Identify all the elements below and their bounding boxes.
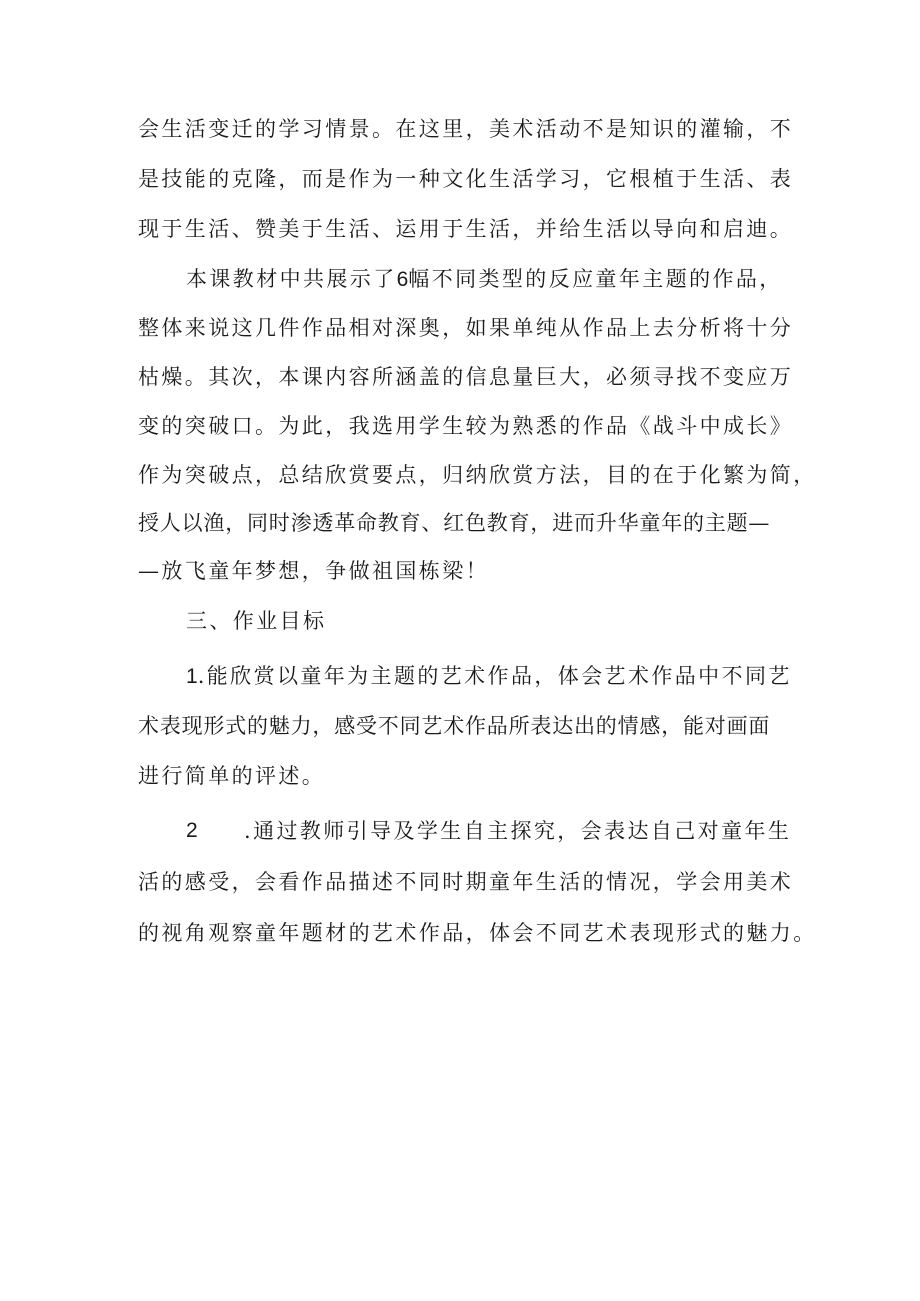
paragraph-1-line-2: 是技能的克隆，而是作为一种文化生活学习，它根植于生活、表 <box>138 167 794 191</box>
section-heading: 三、作业目标 <box>186 609 327 633</box>
goal-2-line-1 <box>186 814 798 848</box>
goal-1-number: 1 <box>186 665 198 688</box>
goal-2-line-1-text: .通过教师引导及学生自主探究，会表达自己对童年生 <box>244 819 792 843</box>
goal-1-line-1 <box>186 659 798 693</box>
goal-2-line-2: 活的感受，会看作品描述不同时期童年生活的情况，学会用美术 <box>138 870 794 894</box>
goal-1-line-2: 术表现形式的魅力，感受不同艺术作品所表达出的情感，能对画面 <box>138 714 771 738</box>
goal-1-line-3: 进行简单的评述。 <box>138 764 326 788</box>
paragraph-2-line-2: 整体来说这几件作品相对深奥，如果单纯从作品上去分析将十分 <box>138 316 794 340</box>
paragraph-1-line-1: 会生活变迁的学习情景。在这里，美术活动不是知识的灌输，不 <box>138 117 794 141</box>
paragraph-2-line-3: 枯燥。其次，本课内容所涵盖的信息量巨大，必须寻找不变应万 <box>138 365 794 389</box>
paragraph-2-line-6: 授人以渔，同时渗透革命教育、红色教育，进而升华童年的主题— <box>138 511 771 535</box>
paragraph-2-line-4: 变的突破口。为此，我选用学生较为熟悉的作品《战斗中成长》 <box>138 414 794 438</box>
paragraph-2-text-after-number: 幅不同类型的反应童年主题的作品， <box>408 267 783 291</box>
paragraph-2-line-7: —放飞童年梦想，争做祖国栋梁！ <box>138 559 489 583</box>
paragraph-2-text-before-number: 本课教材中共展示了 <box>186 267 397 291</box>
paragraph-2-line-5: 作为突破点，总结欣赏要点，归纳欣赏方法，目的在于化繁为简， <box>138 463 817 487</box>
paragraph-2-number: 6 <box>396 268 409 291</box>
paragraph-1-line-3: 现于生活、赞美于生活、运用于生活，并给生活以导向和启迪。 <box>138 217 794 241</box>
paragraph-2-line-1 <box>186 262 798 296</box>
goal-1-line-1-text: .能欣赏以童年为主题的艺术作品，体会艺术作品中不同艺 <box>197 664 792 688</box>
goal-2-line-3: 的视角观察童年题材的艺术作品，体会不同艺术表现形式的魅力。 <box>138 921 817 945</box>
goal-2-number: 2 <box>186 819 198 842</box>
